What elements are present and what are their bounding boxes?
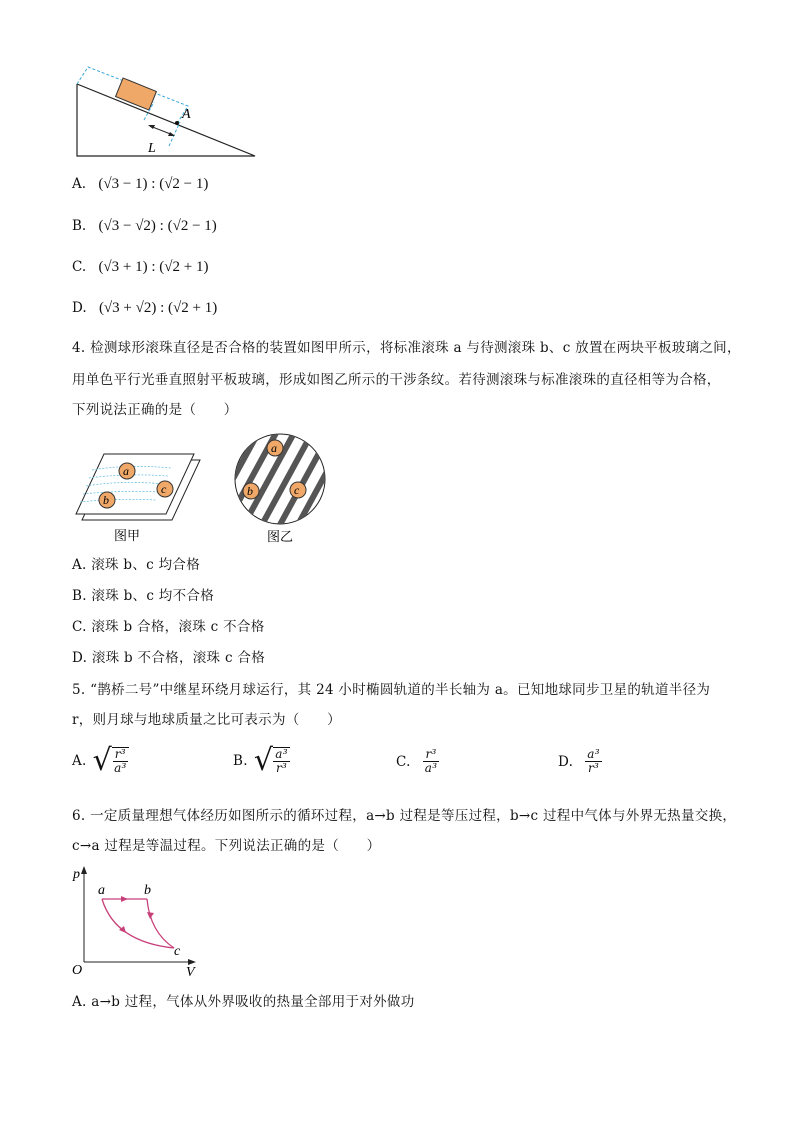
point-a-label: a [98,883,105,898]
caption-jia: 图甲 [114,528,141,543]
numerator: r³ [114,747,126,761]
q3-option-b [72,218,217,235]
figure-jia [72,440,212,545]
fraction [112,747,129,775]
option-letter: B. [233,753,248,769]
ball-a-label: a [123,464,129,478]
q4-line3: 下列说法正确的是（ ） [72,402,238,418]
path-b-to-c [147,899,174,948]
denominator: r³ [275,761,288,775]
axis-v-label: V [186,965,195,980]
q5-option-d [558,748,602,775]
q5-line1: 5. “鹊桥二号”中继星环绕月球运行，其 24 小时椭圆轨道的半长轴为 a。已知地球同步卫星的轨道半径为 [72,682,711,698]
arrow-ab [121,896,128,902]
sqrt-sign: √ [92,743,113,778]
ball-c-label: c [161,482,167,496]
path-c-to-a [102,899,174,948]
arrow-head-left [148,125,155,129]
incline-figure [70,62,270,162]
option-expr: (√3 − 1) : (√2 − 1) [98,176,209,192]
option-expr: (√3 + 1) : (√2 + 1) [98,259,209,275]
figure-yi [232,432,332,547]
q4-option-d: D. 滚珠 b 不合格，滚珠 c 合格 [72,650,265,666]
point-a-dot [175,121,179,125]
denominator: r³ [587,761,600,775]
option-letter: C. [396,753,411,770]
q6-option-a: A. a→b 过程，气体从外界吸收的热量全部用于对外做功 [72,994,415,1010]
fraction [423,748,440,775]
point-c-label: c [174,944,181,959]
option-expr: (√3 + √2) : (√2 + 1) [98,300,218,316]
numerator: r³ [425,747,437,761]
sliding-block [116,78,157,110]
q4-line1: 4. 检测球形滚珠直径是否合格的装置如图甲所示，将标准滚珠 a 与待测滚珠 b、c 放置在两块平板玻璃之间， [72,340,741,356]
option-letter: D. [72,300,87,316]
q6-line2: c→a 过程是等温过程。下列说法正确的是（ ） [72,838,381,854]
sqrt-sign: √ [253,743,274,778]
q5-option-b [233,743,290,778]
q5-option-a [72,743,129,778]
q3-option-d [72,300,217,317]
incline-triangle [77,84,255,156]
q5-option-c [396,748,439,775]
q5-line2: r，则月球与地球质量之比可表示为（ ） [72,712,341,728]
denominator: a³ [424,761,438,775]
denominator: a³ [114,761,127,775]
origin-label: O [72,963,83,978]
q3-option-c [72,259,208,276]
option-letter: A. [72,176,87,192]
p-axis-arrow [81,866,87,874]
q4-option-c: C. 滚珠 b 合格，滚珠 c 不合格 [72,619,265,635]
ball-b-label: b [103,493,109,507]
arrow-bc [147,912,154,919]
numerator: a³ [587,747,600,761]
ball-b-label: b [247,484,253,498]
q4-option-b: B. 滚珠 b、c 均不合格 [72,588,214,604]
ball-c-label: c [294,483,300,497]
option-letter: C. [72,259,87,275]
caption-yi: 图乙 [267,529,294,544]
option-letter: B. [72,218,87,234]
axis-p-label: p [73,867,80,882]
q4-line2: 用单色平行光垂直照射平板玻璃，形成如图乙所示的干涉条纹。若待测滚珠与标准滚珠的直径相等为合格， [72,372,721,388]
fraction [273,747,290,775]
numerator: a³ [275,747,288,761]
q4-option-a: A. 滚珠 b、c 均合格 [72,557,201,573]
option-expr: (√3 − √2) : (√2 − 1) [98,218,217,234]
q3-option-a [72,176,208,193]
option-letter: A. [72,753,87,769]
label-l: L [148,141,156,156]
ball-a-label: a [271,441,277,455]
fraction [585,748,602,775]
q6-line1: 6. 一定质量理想气体经历如图所示的循环过程，a→b 过程是等压过程，b→c 过程中气体与外界无热量交换， [72,808,737,824]
label-a: A [182,107,191,122]
option-letter: D. [558,753,574,770]
pv-diagram [70,862,210,980]
point-b-label: b [144,883,151,898]
